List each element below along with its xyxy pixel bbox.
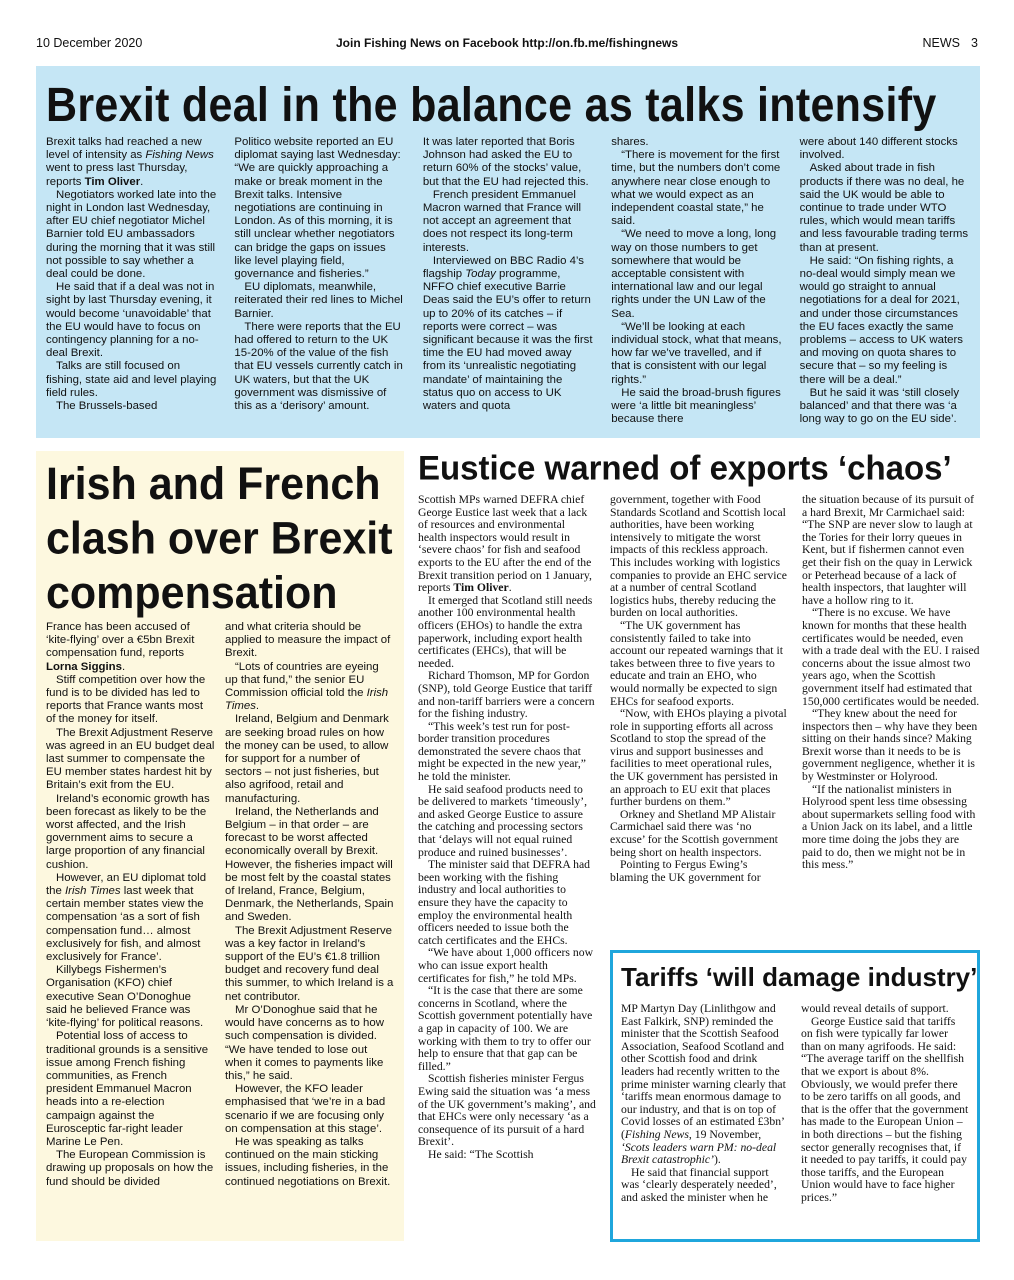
paragraph xyxy=(423,136,593,189)
paragraph xyxy=(225,1083,394,1136)
text-run: “We need to move a long, long way on those numbers to get somewhere that would be acceptable consistent with international law and our legal rights under the UN Law of the Sea. xyxy=(611,228,777,320)
paragraph xyxy=(802,494,980,607)
text-run: last week that certain member states view the compensation ‘as a sort of fish compensation fund… almost exclusively for fish, and almost exclusively for France’. xyxy=(46,885,204,964)
paragraph xyxy=(418,1149,596,1162)
paragraph xyxy=(423,255,593,413)
tariffs-headline: Tariffs ‘will damage industry’ xyxy=(621,962,978,992)
text-run: EU diplomats, meanwhile, reiterated their red lines to Michel Barnier. xyxy=(234,281,403,320)
paragraph xyxy=(46,964,215,1030)
text-run: Stiff competition over how the fund is to be divided has led to reports that France wants most of the money for itself. xyxy=(46,673,206,726)
text-run: There were reports that the EU had offered to return to the UK 15-20% of the value of the fish that EU vessels currently catch in UK waters, but that the UK government was dismissive of this as a ‘derisory’ amount. xyxy=(234,320,403,413)
brexit-column xyxy=(423,136,593,426)
text-run: programme, NFFO chief executive Barrie Deas said the EU’s offer to return up to 20% of its catches – if reports were correct – was significant because it was the first time the EU had moved away from its ‘unrealistic negotiating mandate’ of maintaining the status quo on access to UK waters and quota xyxy=(422,268,593,413)
text-run: the situation because of its pursuit of a hard Brexit, Mr Carmichael said: “The SNP are never slow to laugh at the Tories for their lorry queues in Kent, but if fishermen cannot even get their fish on the quay in Lerwick or Peterhead because of a lack of health inspectors, that laughter will have a hollow ring to it. xyxy=(802,493,975,607)
paragraph xyxy=(225,925,394,1004)
irish-column xyxy=(225,621,394,1189)
paragraph xyxy=(610,859,788,884)
paragraph xyxy=(46,1149,215,1189)
paragraph xyxy=(234,321,404,413)
text-run: Politico website reported an EU diplomat saying last Wednesday: “We are quickly approaching a make or break moment in the Brexit talks. Intensive negotiations are continuing in London. As of this morning, it is still unclear whether negotiators can bridge the gaps on issues like level playing field, governance and fisheries.” xyxy=(234,136,401,281)
paragraph xyxy=(418,947,596,985)
text-run: Scottish MPs warned DEFRA chief George Eustice last week that a lack of resources and environmental health inspectors would result in ‘severe chaos’ for fish and seafood exports to the EU after the end of the Brexit transition period on 1 January, reports xyxy=(418,493,592,595)
paragraph xyxy=(46,1030,215,1149)
text-run: The Brexit Adjustment Reserve was agreed in an EU budget deal last summer to compensate the EU member states hardest hit by Britain’s exit from the EU. xyxy=(46,726,215,792)
text-run: Interviewed on BBC Radio 4’s flagship xyxy=(422,254,584,281)
text-run: Pointing to Fergus Ewing’s blaming the UK government for xyxy=(610,858,761,884)
paragraph xyxy=(610,494,788,620)
paragraph xyxy=(46,727,215,793)
text-run: But he said it was ‘still closely balanced’ and that there was ‘a long way to go on the EU side’. xyxy=(799,386,960,426)
text-run: Killybegs Fishermen’s Organisation (KFO) chief executive Sean O’Donoghue said he believed France was ‘kite-flying’ for political reasons. xyxy=(46,964,204,1030)
paragraph xyxy=(621,1167,789,1205)
text-run: He was speaking as talks continued on the main sticking issues, including fisheries, in the continued negotiations on Brexit. xyxy=(225,1135,391,1188)
text-run: The Brussels-based xyxy=(56,400,158,413)
text-run: Fishing News xyxy=(624,1127,689,1141)
text-run: It emerged that Scotland still needs another 100 environmental health officers (EHOs) to handle the extra paperwork, including export health certificates (EHCs), that will be needed. xyxy=(418,593,593,670)
paragraph xyxy=(46,281,216,360)
irish-french-headline: Irish and French clash over Brexit compensation xyxy=(46,459,393,619)
paragraph xyxy=(800,162,970,254)
paragraph xyxy=(418,670,596,720)
brexit-column xyxy=(234,136,404,426)
paragraph xyxy=(801,1016,969,1205)
paragraph xyxy=(46,189,216,281)
text-run: . xyxy=(140,175,144,188)
paragraph xyxy=(611,321,781,387)
paragraph xyxy=(46,674,215,727)
text-run: . xyxy=(121,660,126,673)
text-run: Ireland, the Netherlands and Belgium – in that order – are forecast to be worst affected economically overall by Brexit. However, the fisheries impact will be most felt by the coastal states of Ireland, France, Belgium, Denmark, the Netherlands, Spain and Sweden. xyxy=(225,805,394,924)
paragraph xyxy=(418,784,596,860)
text-run: “It is the case that there are some concerns in Scotland, where the Scottish government potentially have a gap in capacity of 100. We are working with them to try to offer our help to ensure that that gap can be filled.” xyxy=(418,984,593,1073)
text-run: MP Martyn Day (Linlithgow and East Falkirk, SNP) reminded the minister that the Scottish Seafood Association, Seafood Scotland and other Scottish food and drink leaders had recently written to the prime minister warning clearly that ‘tariffs mean enormous damage to our industry, and that is on top of Covid losses of an estimated £3bn’ ( xyxy=(621,1002,786,1141)
text-run: He said that if a deal was not in sight by last Thursday evening, it would become ‘unavoidable’ that the EU would have to focus on contingency planning for a no-deal Brexit. xyxy=(46,281,215,360)
text-run: The European Commission is drawing up proposals on how the fund should be divided xyxy=(46,1149,214,1188)
paragraph xyxy=(610,620,788,708)
paragraph xyxy=(46,621,215,674)
irish-french-body xyxy=(46,621,394,1189)
text-run: . xyxy=(508,581,512,595)
text-run: Ireland, Belgium and Denmark are seeking broad rules on how the money can be used, to allow for support for a number of sectors – not just fisheries, but also agrifood, retail and manufacturing. xyxy=(225,713,389,805)
text-run: Brexit talks had reached a new level of intensity as xyxy=(46,136,202,162)
paragraph xyxy=(800,255,970,387)
text-run: However, an EU diplomat told the xyxy=(46,871,207,898)
text-run: ). xyxy=(713,1153,721,1167)
paragraph xyxy=(610,809,788,859)
text-run: Ireland’s economic growth has been forecast as likely to be the worst affected, and the Irish government aims to secure a large proportion of any financial cushion. xyxy=(46,792,210,871)
paragraph xyxy=(800,136,970,162)
text-run: “We have about 1,000 officers now who can issue export health certificates for fish,” he told MPs. xyxy=(418,946,594,985)
text-run: Irish Times xyxy=(225,687,389,713)
paragraph xyxy=(234,281,404,321)
paragraph xyxy=(611,149,781,228)
paragraph xyxy=(46,793,215,872)
text-run: He said: “The Scottish xyxy=(428,1147,534,1161)
paragraph xyxy=(418,595,596,671)
page-number: 3 xyxy=(971,36,978,50)
irish-column xyxy=(46,621,215,1189)
tariffs-body xyxy=(621,1003,969,1205)
paragraph xyxy=(46,872,215,964)
text-run: Tim Oliver xyxy=(453,581,509,595)
brexit-body xyxy=(46,136,970,426)
text-run: “Lots of countries are eyeing up that fund,” the senior EU Commission official told the xyxy=(225,660,379,700)
text-run: He said that financial support was ‘clearly desperately needed’, and asked the minister when he xyxy=(621,1165,777,1204)
paragraph xyxy=(225,621,394,661)
paragraph xyxy=(418,985,596,1073)
text-run: “If the nationalist ministers in Holyrood spent less time obsessing about supermarkets selling food with a Union Jack on its label, and a little more time doing the jobs they are paid to do, then we might not be in this mess.” xyxy=(802,782,976,872)
paragraph xyxy=(610,708,788,809)
text-run: were about 140 different stocks involved. xyxy=(799,136,958,162)
paragraph xyxy=(418,1073,596,1149)
paragraph xyxy=(802,607,980,708)
paragraph xyxy=(800,387,970,427)
paragraph xyxy=(46,400,216,413)
text-run: Lorna Siggins xyxy=(46,660,122,673)
page-header xyxy=(36,36,978,54)
text-run: “There is movement for the first time, but the numbers don’t come anywhere near close enough to what we would expect as an independent coastal state,” he said. xyxy=(611,149,781,228)
paragraph xyxy=(225,713,394,805)
brexit-column xyxy=(611,136,781,426)
text-run: “There is no excuse. We have known for months that these health certificates would be needed, even with a trade deal with the EU. I raised concerns about the issue almost two years ago, when the Scottish government itself had estimated that 150,000 certificates would be needed. xyxy=(802,606,980,708)
brexit-article xyxy=(36,66,980,438)
eustice-column xyxy=(418,494,596,1161)
section-label: NEWS xyxy=(922,36,960,50)
brexit-headline: Brexit deal in the balance as talks intensify xyxy=(46,78,937,132)
text-run: shares. xyxy=(611,136,649,148)
text-run: “The UK government has consistently failed to take into account our repeated warnings that it takes between three to five years to educate and train an EHO, who would normally be expected to sign EHCs for seafood exports. xyxy=(610,618,783,708)
tariffs-column xyxy=(801,1003,969,1205)
text-run: George Eustice said that tariffs on fish were typically far lower than on many agrifoods. He said: “The average tariff on the shellfish that we export is about 8%. Obviously, we would prefer there to be zero tariffs on all goods, and that is the offer that the government has made to the European Union – in both directions – but the fishing sector generally recognises that, if it needed to pay tariffs, it could pay those tariffs, and the European Union would have to face higher prices.” xyxy=(801,1014,969,1204)
text-run: Asked about trade in fish products if there was no deal, he said the UK would be able to continue to trade under WTO rules, which would mean tariffs and less favourable trading terms than at present. xyxy=(799,162,969,254)
facebook-promo: Join Fishing News on Facebook http://on.fb.me/fishingnews xyxy=(335,36,678,50)
irish-french-article xyxy=(36,451,404,1241)
text-run: He said: “On fishing rights, a no-deal would simply mean we would go straight to annual negotiations for a deal for 2021, and under those circumstances the EU faces exactly the same problems – access to UK waters and moving on quota shares to secure that – so my feeling is there will be a deal.” xyxy=(799,254,963,386)
text-run: Negotiators worked late into the night in London last Wednesday, after EU chief negotiator Michel Barnier told EU ambassadors during the morning that it was still not possible to say whether a deal could be done. xyxy=(46,188,217,281)
tariffs-column xyxy=(621,1003,789,1205)
paragraph xyxy=(611,387,781,427)
text-run: He said the broad-brush figures were ‘a little bit meaningless’ because there xyxy=(611,386,781,426)
text-run: Potential loss of access to traditional grounds is a sensitive issue among French fishing communities, as French president Emmanuel Macron heads into a re-election campaign against the Eurosceptic far-right leader Marine Le Pen. xyxy=(46,1030,209,1148)
text-run: Mr O’Donoghue said that he would have concerns as to how such compensation is divided. “We have tended to lose out when it comes to payments like this,” he said. xyxy=(225,1003,384,1082)
paragraph xyxy=(234,136,404,281)
text-run: “This week’s test run for post-border transition procedures demonstrated the severe chaos that might be expected in the new year,” he told the minister. xyxy=(418,719,586,784)
text-run: and what criteria should be applied to measure the impact of Brexit. xyxy=(225,621,391,660)
text-run: The minister said that DEFRA had been working with the fishing industry and local authorities to ensure they have the capacity to employ the environmental health officers needed to issue both the catch certificates and the EHCs. xyxy=(418,858,590,947)
paragraph xyxy=(418,721,596,784)
brexit-column xyxy=(46,136,216,426)
paragraph xyxy=(46,360,216,400)
paragraph xyxy=(621,1003,789,1167)
paragraph xyxy=(225,806,394,925)
paragraph xyxy=(46,136,216,189)
text-run: would reveal details of support. xyxy=(801,1002,949,1015)
text-run: However, the KFO leader emphasised that ‘we’re in a bad scenario if we are focusing only on compensation at this stage’. xyxy=(225,1083,386,1135)
text-run: French president Emmanuel Macron warned that France will not accept an agreement that does not respect its long-term interests. xyxy=(422,188,582,254)
text-run: Fishing News xyxy=(145,149,214,162)
text-run: Talks are still focused on fishing, state aid and level playing field rules. xyxy=(46,360,217,399)
brexit-column xyxy=(800,136,970,426)
text-run: France has been accused of ‘kite-flying’ over a €5bn Brexit compensation fund, reports xyxy=(46,621,195,660)
text-run: ‘Scots leaders warn PM: no-deal Brexit catastrophic’ xyxy=(621,1140,777,1167)
paragraph xyxy=(802,784,980,872)
paragraph xyxy=(423,189,593,255)
paragraph xyxy=(611,136,781,149)
text-run: Tim Oliver xyxy=(84,175,141,188)
text-run: , 19 November, xyxy=(688,1127,762,1141)
text-run: “Now, with EHOs playing a pivotal role in supporting efforts all across Scotland to stop the spread of the virus and support businesses and facilities to meet operational rules, the UK government has persisted in an approach to EU exit that places further burdens on them.” xyxy=(610,707,787,809)
text-run: The Brexit Adjustment Reserve was a key factor in Ireland’s support of the EU’s €1.8 trillion budget and recovery fund deal this summer, to which Ireland is a net contributor. xyxy=(225,924,394,1003)
paragraph xyxy=(611,228,781,320)
text-run: He said seafood products need to be delivered to markets ‘timeously’, and asked George Eustice to assure the catching and processing sectors that ‘delays will not equal ruined produce and ruined businesses’. xyxy=(418,782,588,859)
tariffs-box xyxy=(610,950,980,1242)
text-run: “We’ll be looking at each individual stock, what that means, how far we’ve travelled, and if that is consistent with our legal rights.” xyxy=(611,320,782,386)
text-run: Scottish fisheries minister Fergus Ewing said the situation was ‘a mess of the UK government’s making’, and that EHCs were only necessary ‘as a consequence of its pursuit of a hard Brexit’. xyxy=(418,1072,596,1149)
text-run: Orkney and Shetland MP Alistair Carmichael said there was ‘no excuse’ for the Scottish government being short on health inspectors. xyxy=(610,807,778,859)
text-run: Richard Thomson, MP for Gordon (SNP), told George Eustice that tariff and non-tariff barriers were a concern for the fishing industry. xyxy=(418,669,595,721)
issue-date: 10 December 2020 xyxy=(36,36,143,50)
paragraph xyxy=(225,661,394,714)
text-run: . xyxy=(255,700,260,713)
paragraph xyxy=(802,708,980,784)
text-run: went to press last Thursday, reports xyxy=(46,162,188,188)
eustice-headline: Eustice warned of exports ‘chaos’ xyxy=(418,448,952,487)
text-run: Today xyxy=(465,268,496,281)
text-run: Irish Times xyxy=(65,885,121,898)
paragraph xyxy=(225,1136,394,1189)
paragraph xyxy=(225,1004,394,1083)
paragraph xyxy=(418,494,596,595)
paragraph xyxy=(418,859,596,947)
text-run: “They knew about the need for inspectors then – why have they been sitting on their hands since? Making Brexit worse than it needs to be is government negligence, whether it is by Westminster or Holyrood. xyxy=(802,707,978,784)
text-run: government, together with Food Standards Scotland and Scottish local authorities, have been working intensively to mitigate the worst impacts of this reckless approach. This includes working with logistics companies to provide an EHC service at a number of central Scotland logistics hubs, thereby reducing the burden on local authorities. xyxy=(610,493,787,620)
text-run: It was later reported that Boris Johnson had asked the EU to return 60% of the stocks’ value, but that the EU had rejected this. xyxy=(422,136,589,188)
